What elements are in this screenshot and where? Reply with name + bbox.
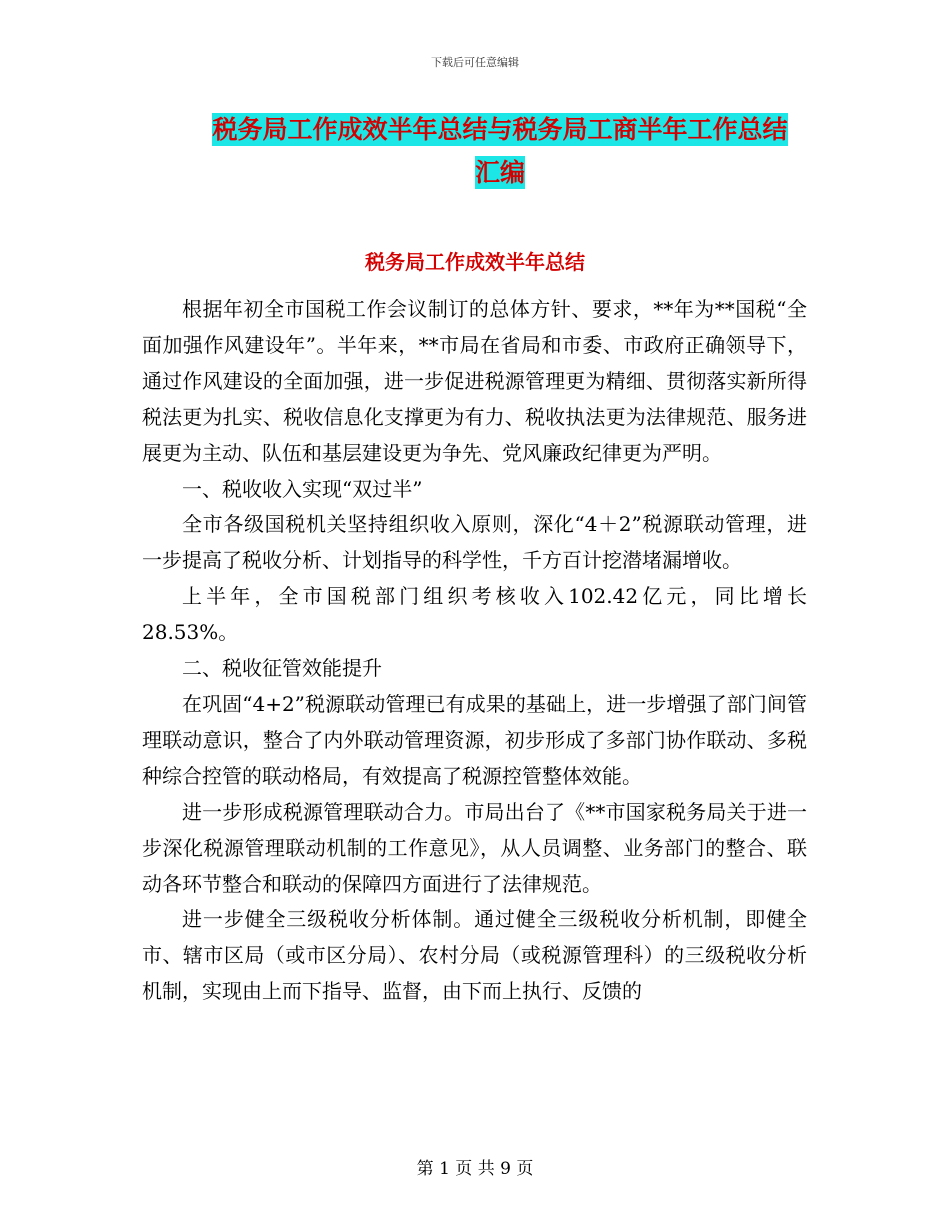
heading-collection-efficiency: 二、税收征管效能提升 (182, 656, 382, 681)
body-text (142, 292, 807, 1010)
paragraph-revenue-principle: 全市各级国税机关坚持组织收入原则，深化“4＋2”税源联动管理，进一步提高了税收分析、计划指导的科学性，千方百计挖潜堵漏增收。 (142, 512, 807, 573)
paragraph-linkage-synergy: 进一步形成税源管理联动合力。市局出台了《**市国家税务局关于进一步深化税源管理联动机制的工作意见》，从人员调整、业务部门的整合、联动各环节整合和联动的保障四方面进行了法律规范。 (142, 799, 807, 896)
document-title (140, 108, 860, 194)
heading-tax-revenue: 一、税收收入实现“双过半” (182, 476, 423, 501)
paragraph-linkage-management: 在巩固“4+2”税源联动管理已有成果的基础上，进一步增强了部门间管理联动意识，整合了内外联动管理资源，初步形成了多部门协作联动、多税种综合控管的联动格局，有效提高了税源控管整体效能。 (142, 691, 807, 788)
page-footer: 第 1 页 共 9 页 (416, 1159, 534, 1179)
document-title-line-2: 汇编 (474, 158, 525, 187)
paragraph-revenue-figures: 上半年，全市国税部门组织考核收入102.42亿元，同比增长28.53%。 (142, 584, 807, 645)
paragraph-three-level-analysis: 进一步健全三级税收分析体制。通过健全三级税收分析机制，即健全市、辖市区局（或市区分局）、农村分局（或税源管理科）的三级税收分析机制，实现由上而下指导、监督，由下而上执行、反馈的 (142, 907, 807, 1004)
section-title: 税务局工作成效半年总结 (365, 250, 585, 274)
document-title-line-1: 税务局工作成效半年总结与税务局工商半年工作总结 (212, 115, 788, 144)
header-note: 下载后可任意编辑 (431, 56, 519, 69)
paragraph-intro: 根据年初全市国税工作会议制订的总体方针、要求，**年为**国税“全面加强作风建设年”。半年来，**市局在省局和市委、市政府正确领导下，通过作风建设的全面加强，进一步促进税源管理更为精细、贯彻落实新所得税法更为扎实、税收信息化支撑更为有力、税收执法更为法律规范、服务进展更为主动、队伍和基层建设更为争先、党风廉政纪律更为严明。 (142, 297, 807, 465)
